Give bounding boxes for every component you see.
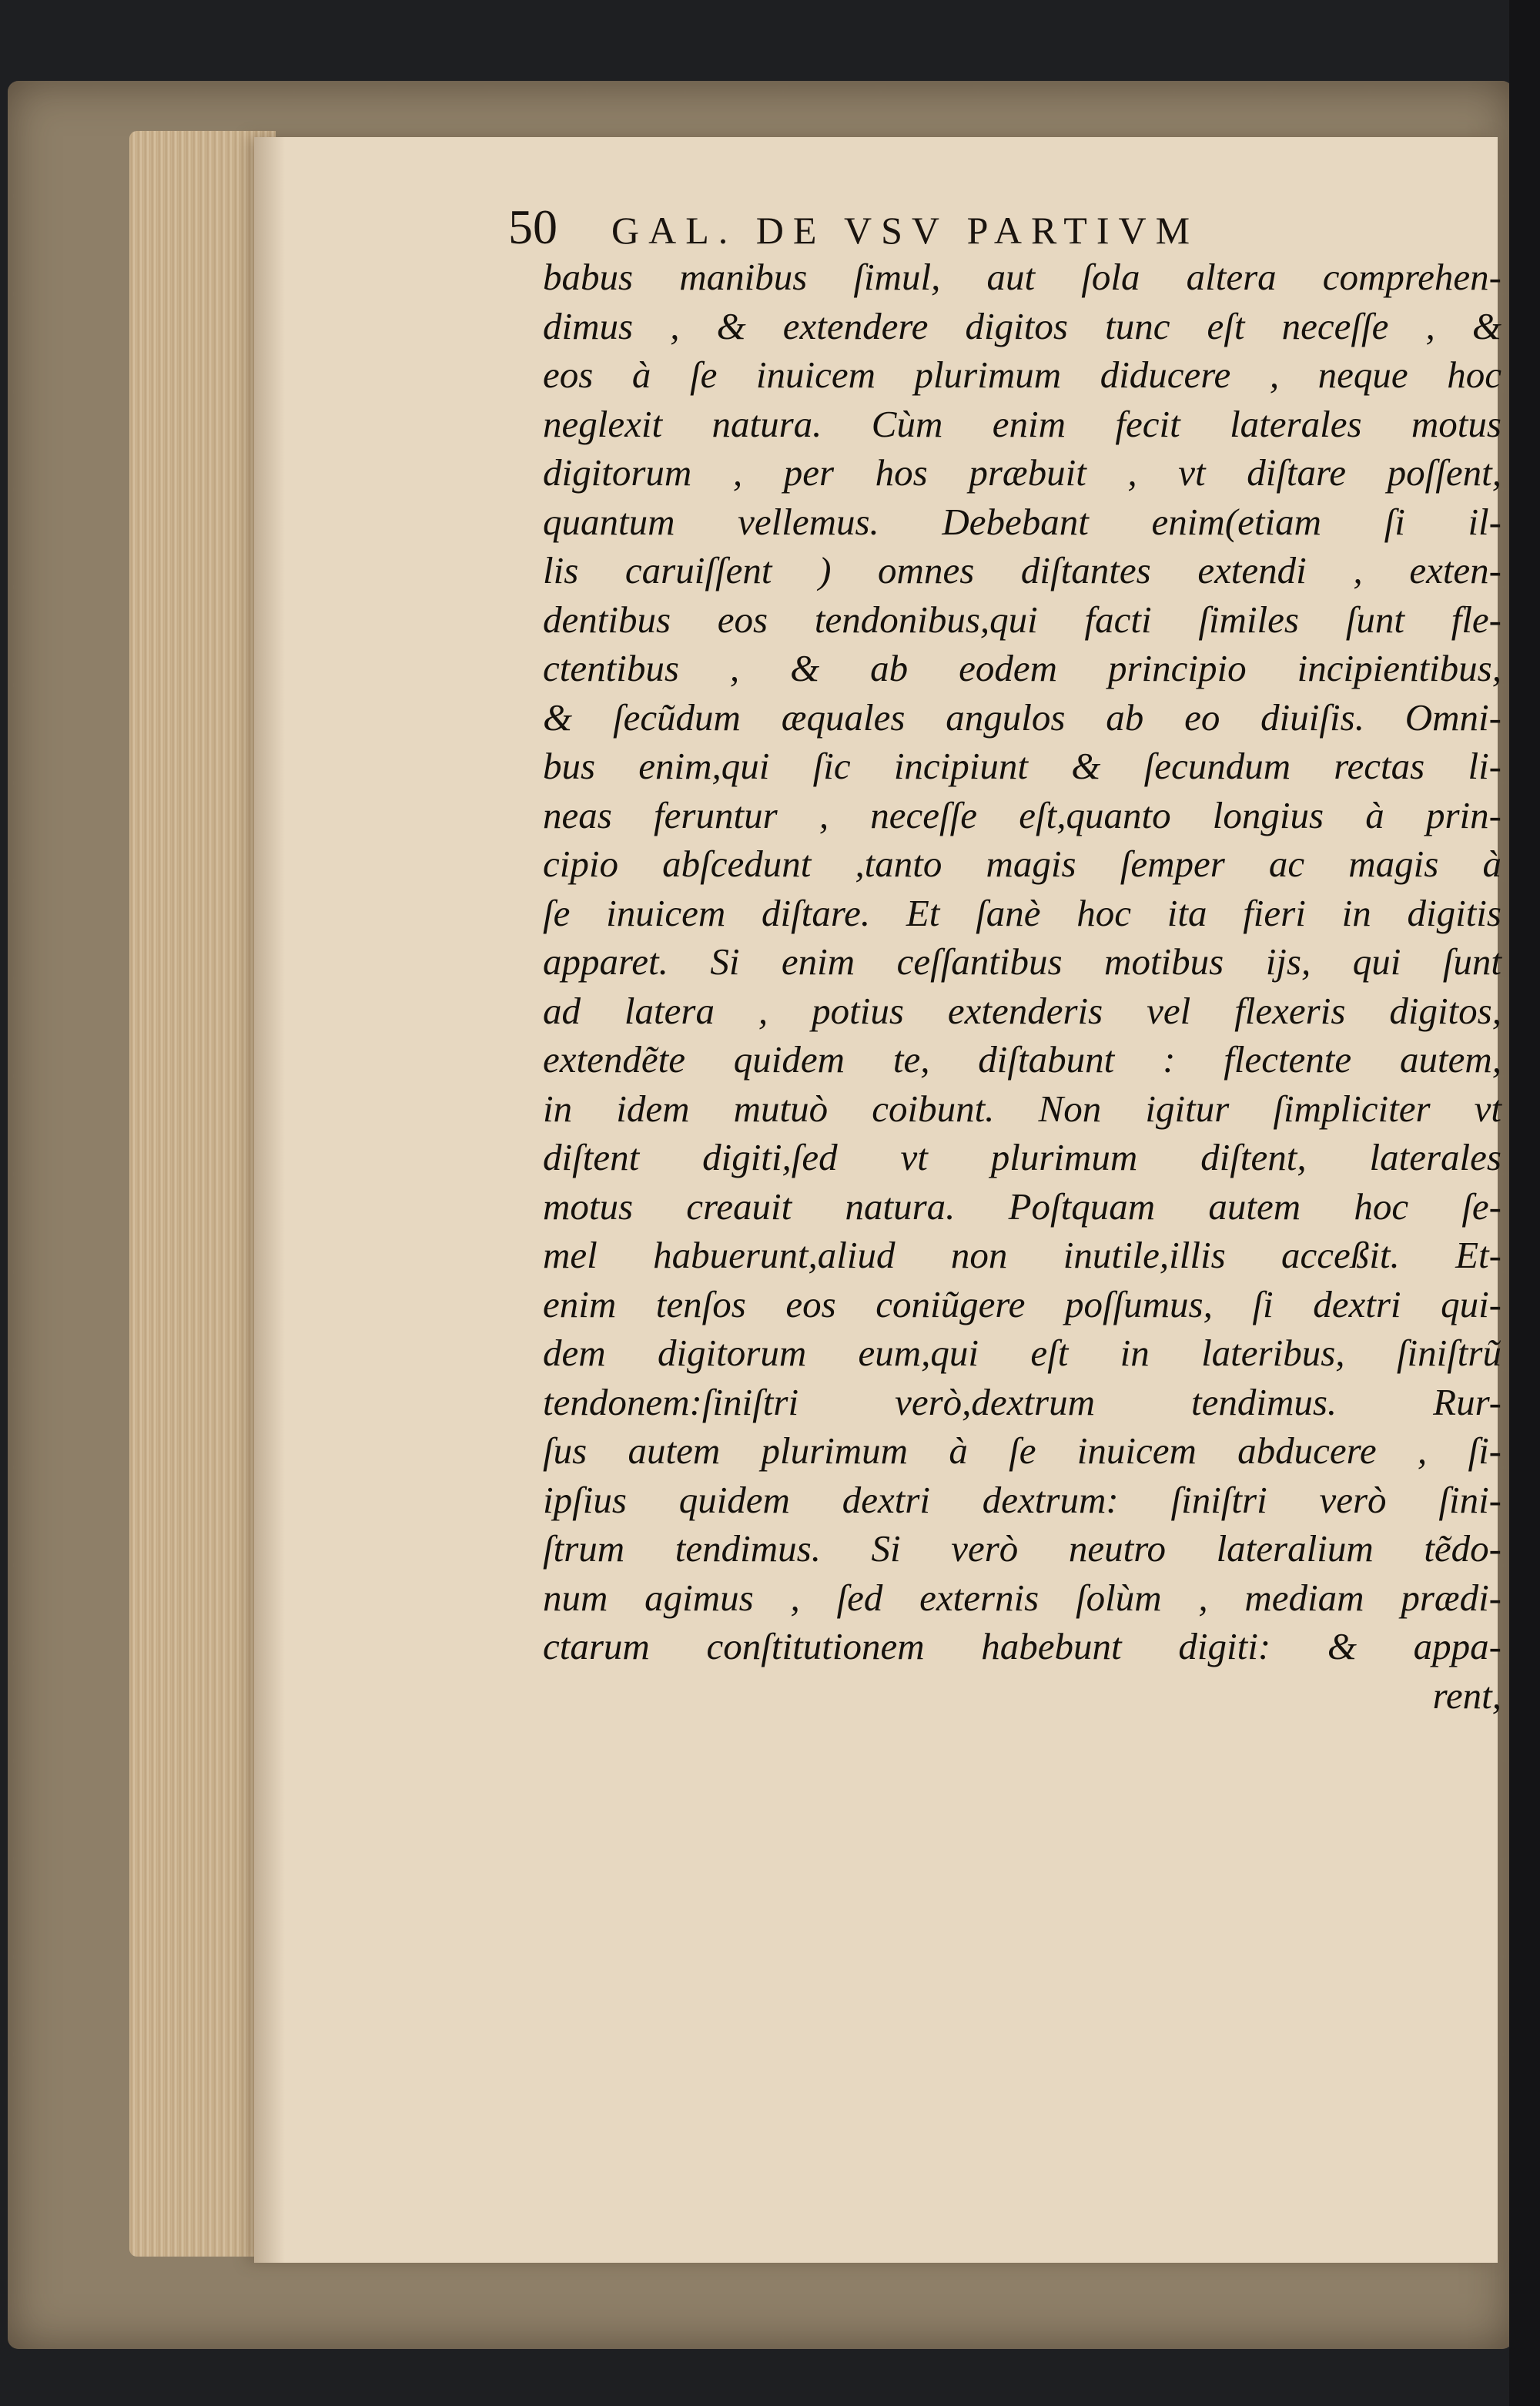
background-edge (1509, 0, 1540, 2406)
text-line: dimus , & extendere digitos tunc eſt neceſſe , & (543, 304, 1502, 347)
gutter-shadow (254, 137, 285, 2263)
running-head: GAL. DE VSV PARTIVM (611, 209, 1200, 252)
text-line: enim tenſos eos coniũgere poſſumus, ſi dextri qui- (543, 1282, 1502, 1325)
text-line: neas feruntur , neceſſe eſt,quanto longius à prin- (543, 793, 1502, 836)
text-line: ipſius quidem dextri dextrum: ſiniſtri verò ſini- (543, 1478, 1502, 1521)
text-line: tendonem:ſiniſtri verò,dextrum tendimus. Rur- (543, 1380, 1502, 1423)
text-line: apparet. Si enim ceſſantibus motibus ijs, qui ſunt (543, 940, 1502, 983)
text-line: ſe inuicem diſtare. Et ſanè hoc ita fieri in digitis (543, 891, 1502, 934)
text-line: dentibus eos tendonibus,qui facti ſimiles ſunt fle- (543, 598, 1502, 641)
text-line: ctarum conſtitutionem habebunt digiti: & appa- (543, 1625, 1502, 1667)
text-line: quantum vellemus. Debebant enim(etiam ſi il- (543, 500, 1502, 543)
text-line: num agimus , ſed externis ſolùm , mediam prædi- (543, 1576, 1502, 1619)
text-line: extendẽte quidem te, diſtabunt : flectente autem, (543, 1038, 1502, 1081)
text-line: ſus autem plurimum à ſe inuicem abducere , ſi- (543, 1429, 1502, 1472)
text-line: cipio abſcedunt ,tanto magis ſemper ac magis à (543, 843, 1502, 885)
text-line: & ſecũdum æquales angulos ab eo diuiſis. Omni- (543, 695, 1502, 739)
text-line: babus manibus ſimul, aut ſola altera comprehen- (543, 256, 1502, 298)
text-block (543, 253, 1502, 1720)
text-line: diſtent digiti,ſed vt plurimum diſtent, laterales (543, 1136, 1502, 1178)
page-header (508, 199, 1199, 256)
text-line: ctentibus , & ab eodem principio incipientibus, (543, 647, 1502, 689)
text-line: neglexit natura. Cùm enim fecit laterales motus (543, 402, 1502, 445)
page-number: 50 (508, 199, 557, 254)
text-line: bus enim,qui ſic incipiunt & ſecundum rectas li- (543, 745, 1502, 787)
text-line: ad latera , potius extenderis vel flexeris digitos, (543, 989, 1502, 1032)
text-line: rent, (1432, 1674, 1502, 1717)
text-line: in idem mutuò coibunt. Non igitur ſimpliciter vt (543, 1087, 1502, 1130)
text-line: dem digitorum eum,qui eſt in lateribus, ſiniſtrũ (543, 1332, 1502, 1374)
text-line: lis caruiſſent ) omnes diſtantes extendi , exten- (543, 549, 1502, 591)
text-line: digitorum , per hos præbuit , vt diſtare poſſent, (543, 451, 1502, 494)
text-line: ſtrum tendimus. Si verò neutro lateralium tẽdo- (543, 1527, 1502, 1570)
text-line: mel habuerunt,aliud non inutile,illis acceßit. Et- (543, 1234, 1502, 1276)
text-line: eos à ſe inuicem plurimum diducere , neque hoc (543, 354, 1502, 396)
text-line: motus creauit natura. Poſtquam autem hoc ſe- (543, 1185, 1502, 1228)
